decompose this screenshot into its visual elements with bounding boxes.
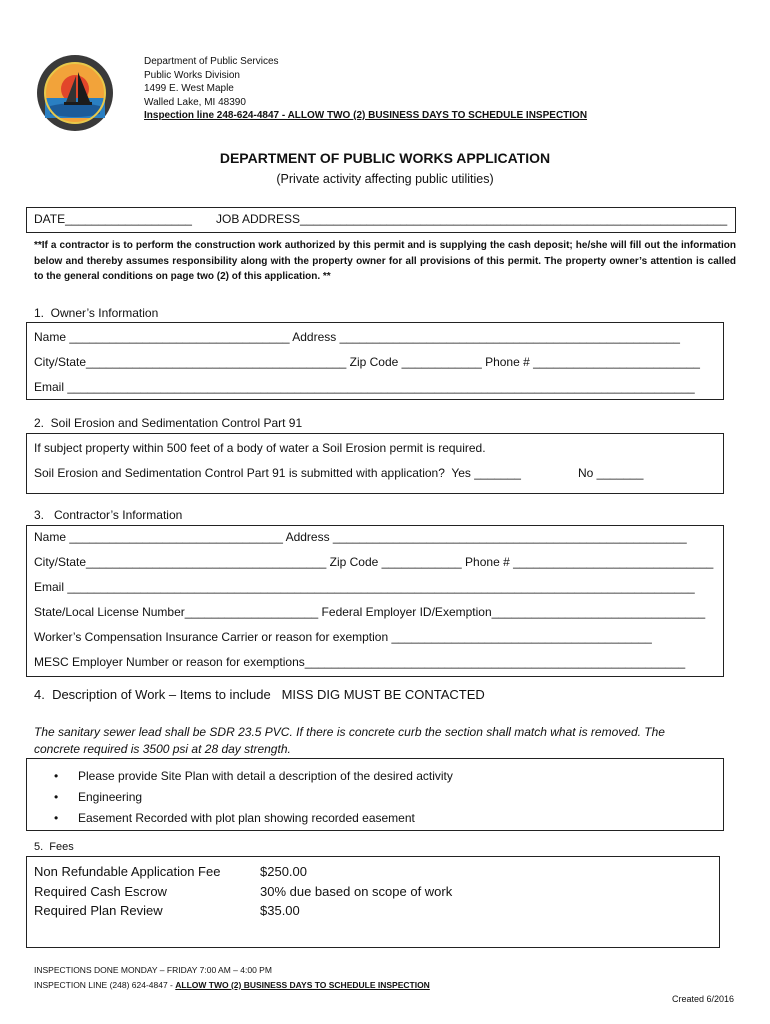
contractor-mesc-field[interactable]: MESC Employer Number or reason for exemptions_________________________________________________________ [34, 655, 686, 669]
list-item: • Easement Recorded with plot plan showing recorded easement [54, 811, 415, 825]
fees-values [260, 862, 452, 921]
created-date: Created 6/2016 [671, 994, 734, 1004]
city-seal-logo [36, 54, 114, 132]
contractor-note: **If a contractor is to perform the construction work authorized by this permit and is supplying the cash deposit; he/she will fill out the information below and thereby assumes responsibility along with the property owner for all provisions of this permit. The property owner’s attention is called to the general conditions on page two (2) of this application. ** [34, 240, 736, 282]
work-bullet-list [54, 766, 453, 829]
owner-city-field[interactable]: City/State_______________________________________ Zip Code ____________ Phone # _________________________ [34, 355, 700, 369]
dept-name: Department of Public Services [144, 56, 279, 67]
list-item: • Engineering [54, 790, 143, 804]
contractor-heading: 3. Contractor’s Information [34, 508, 183, 522]
fee-label: Required Cash Escrow [34, 883, 167, 899]
fees-heading: 5. Fees [34, 841, 74, 853]
page-subtitle: (Private activity affecting public utilities) [276, 172, 494, 186]
owner-name-field[interactable]: Name _________________________________ Address ___________________________________________________ [34, 330, 680, 344]
work-heading: 4. Description of Work – Items to include MISS DIG MUST BE CONTACTED [34, 687, 485, 702]
list-item: • Please provide Site Plan with detail a description of the desired activity [54, 769, 453, 783]
inspection-line: Inspection line 248-624-4847 - ALLOW TWO (2) BUSINESS DAYS TO SCHEDULE INSPECTION [144, 110, 588, 121]
soil-line-1: If subject property within 500 feet of a body of water a Soil Erosion permit is required. [34, 441, 486, 455]
city-address: Walled Lake, MI 48390 [144, 96, 246, 108]
contractor-license-field[interactable]: State/Local License Number____________________ Federal Employer ID/Exemption________________________________ [34, 605, 706, 619]
fee-label: Non Refundable Application Fee [34, 864, 221, 879]
header-address [144, 55, 587, 123]
fee-label: Required Plan Review [34, 903, 163, 918]
division-name: Public Works Division [144, 69, 240, 81]
fees-labels [34, 862, 220, 921]
date-field[interactable]: DATE___________________ [34, 212, 192, 226]
footer [34, 963, 430, 993]
fee-value: 30% due based on scope of work [260, 883, 453, 899]
contractor-email-field[interactable]: Email ______________________________________________________________________________________________ [34, 580, 695, 594]
contractor-name-field[interactable]: Name ________________________________ Address _____________________________________________________ [34, 530, 687, 544]
contractor-workers-field[interactable]: Worker’s Compensation Insurance Carrier or reason for exemption _______________________________________ [34, 630, 652, 644]
footer-hours: INSPECTIONS DONE MONDAY – FRIDAY 7:00 AM – 4:00 PM [34, 965, 272, 975]
work-italic-2: concrete required is 3500 psi at 28 day strength. [34, 742, 291, 756]
street-address: 1499 E. West Maple [144, 83, 234, 94]
fee-value: $35.00 [260, 903, 300, 918]
owner-heading: 1. Owner’s Information [34, 306, 159, 320]
soil-heading: 2. Soil Erosion and Sedimentation Control Part 91 [34, 416, 303, 430]
fee-value: $250.00 [260, 864, 307, 879]
page-title: DEPARTMENT OF PUBLIC WORKS APPLICATION [219, 150, 551, 166]
soil-no-field[interactable]: No _______ [578, 466, 644, 480]
contractor-city-field[interactable]: City/State____________________________________ Zip Code ____________ Phone # ______________________________ [34, 555, 714, 569]
footer-inspection-line: INSPECTION LINE (248) 624-4847 - ALLOW TWO (2) BUSINESS DAYS TO SCHEDULE INSPECTION [34, 980, 430, 990]
owner-email-field[interactable]: Email ______________________________________________________________________________________________ [34, 380, 695, 394]
job-address-field[interactable]: JOB ADDRESS________________________________________________________________ [216, 212, 728, 226]
work-italic-1: The sanitary sewer lead shall be SDR 23.5 PVC. If there is concrete curb the section shall match what is removed. The [34, 725, 665, 739]
soil-yes-field[interactable]: Soil Erosion and Sedimentation Control Part 91 is submitted with application? Yes _______ [34, 466, 521, 480]
